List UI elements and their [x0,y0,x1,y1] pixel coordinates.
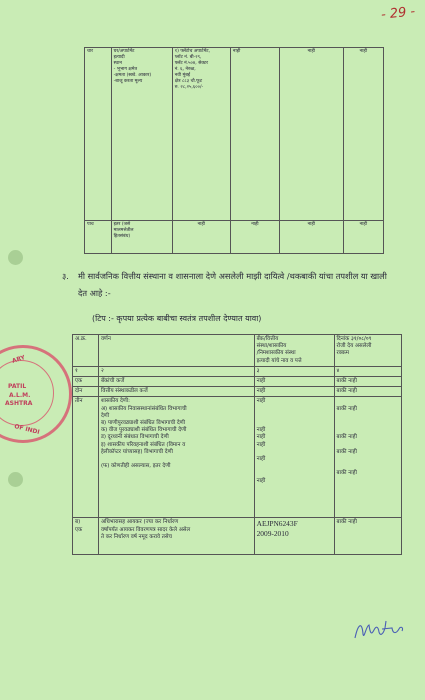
liabilities-table [72,334,402,555]
section-number: ३. [62,271,69,281]
signature [352,616,407,644]
cell: २ [98,366,254,376]
table-row [85,48,384,221]
table-row [73,397,402,518]
cell: बाकी नाही [334,518,401,555]
table-row [85,221,384,254]
col-header: वर्णन [98,335,254,367]
section-text: मी सार्वजनिक वित्तीय संस्थाना व शासनाला देणे असलेली माझी दायित्वे /थकबाकी यांचा तपशील या खाली देत आहे :- [78,271,387,298]
col-header: दिनांक ३१/०८/०९ रोजी देय असलेली रक्कम [334,335,401,367]
punch-hole [8,250,23,265]
seal-text: ASHTRA [5,400,33,407]
cell: ब) एक [73,518,99,555]
cell: ४ [334,366,401,376]
cell: नाही [279,221,343,254]
cell: चार [85,48,112,221]
cell: ३ [254,366,334,376]
cell: शासकीय देणी: अ) शासकीय निवासस्थानांसंबंधित विभागाची देणी ब) पाणीपुरवठ्याशी संबंधित विभागाची देणी क) वीज पुरवठ्याशी संबंधित विभागाची देणी ड) दूरध्वनी संबंधात विभागाची देणी इ) शासकीय परिवहनाशी संबंधित (विमान व हेलीकॉप्टर यांच्यासह) विभागाची देणी (फ) कोणतीही असल्यास, इतर देणी [98,397,254,518]
seal-text: PATIL [8,383,27,390]
cell: नाही नाही नाही नाही नाही नाही [254,397,334,518]
cell: नाही [230,48,279,221]
table-row [73,377,402,387]
punch-hole [8,472,23,487]
section-3 [62,268,398,302]
col-header: बँक/वित्तीय संस्था/शासकीय /निमशासकीय संस्था इत्यादी यांचे नाव व पत्ते [254,335,334,367]
cell: अधिभारासह आयकर (ज्या कर निर्धारण वर्षापर्यंत आयकर विवरणपत्र सादर केले असेल ते कर निर्धारण वर्ष नमूद करावे तसेच [98,518,254,555]
header-row [73,335,402,367]
cell: बँकांची कर्जे [98,377,254,387]
cell: तीन [73,397,99,518]
cell: दोन [73,387,99,397]
cell: नाही [254,377,334,387]
cell: AEJPN6243F 2009-2010 [254,518,334,555]
table-row [73,518,402,555]
page-number: - 29 - [380,4,416,23]
cell: नाही [343,48,383,221]
cell: पाच [85,221,112,254]
assets-table [84,47,384,254]
cell: वित्तीय संस्थाकडील कर्जे [98,387,254,397]
table-row [73,387,402,397]
note-text: (टिप :- कृपया प्रत्येक बाबीचा स्वतंत्र तपशील देण्यात यावा) [92,314,262,323]
cell: नाही [279,48,343,221]
cell: नाही [254,387,334,397]
seal-text: ARY [11,354,27,365]
seal-text: A.L.M. [9,392,31,399]
cell: १ [73,366,99,376]
cell: नाही [172,221,230,254]
cell: इतर (जसे मालमत्तेतील हितसंबंध) [111,221,172,254]
cell: बाकी नाही [334,377,401,387]
cell: नाही [343,221,383,254]
cell: घर/अपार्टमेंट इत्यादी स्थान - भूभाग क्षमेत्र -क्षमता (स्क्वे. आकार) -बाजू करता मूल्य [111,48,172,221]
seal-text: OF INDI [13,422,41,437]
cell: बाकी नाही बाकी नाही बाकी नाही बाकी नाही [334,397,401,518]
cell: एक [73,377,99,387]
cell: १) फ्लॅटोच अपार्टमेंट, प्लॉट नं. बी-२९, फ्लॅट नं.५०४, सेक्टर नं. ६, नेरुळ, नवी मुंबई क्षेत्र ८८३ चौ.फूट रु. २८,२५,६००/- [172,48,230,221]
numbering-row [73,366,402,376]
cell: बाकी नाही [334,387,401,397]
col-header: अ.क्र. [73,335,99,367]
cell: नाही [230,221,279,254]
